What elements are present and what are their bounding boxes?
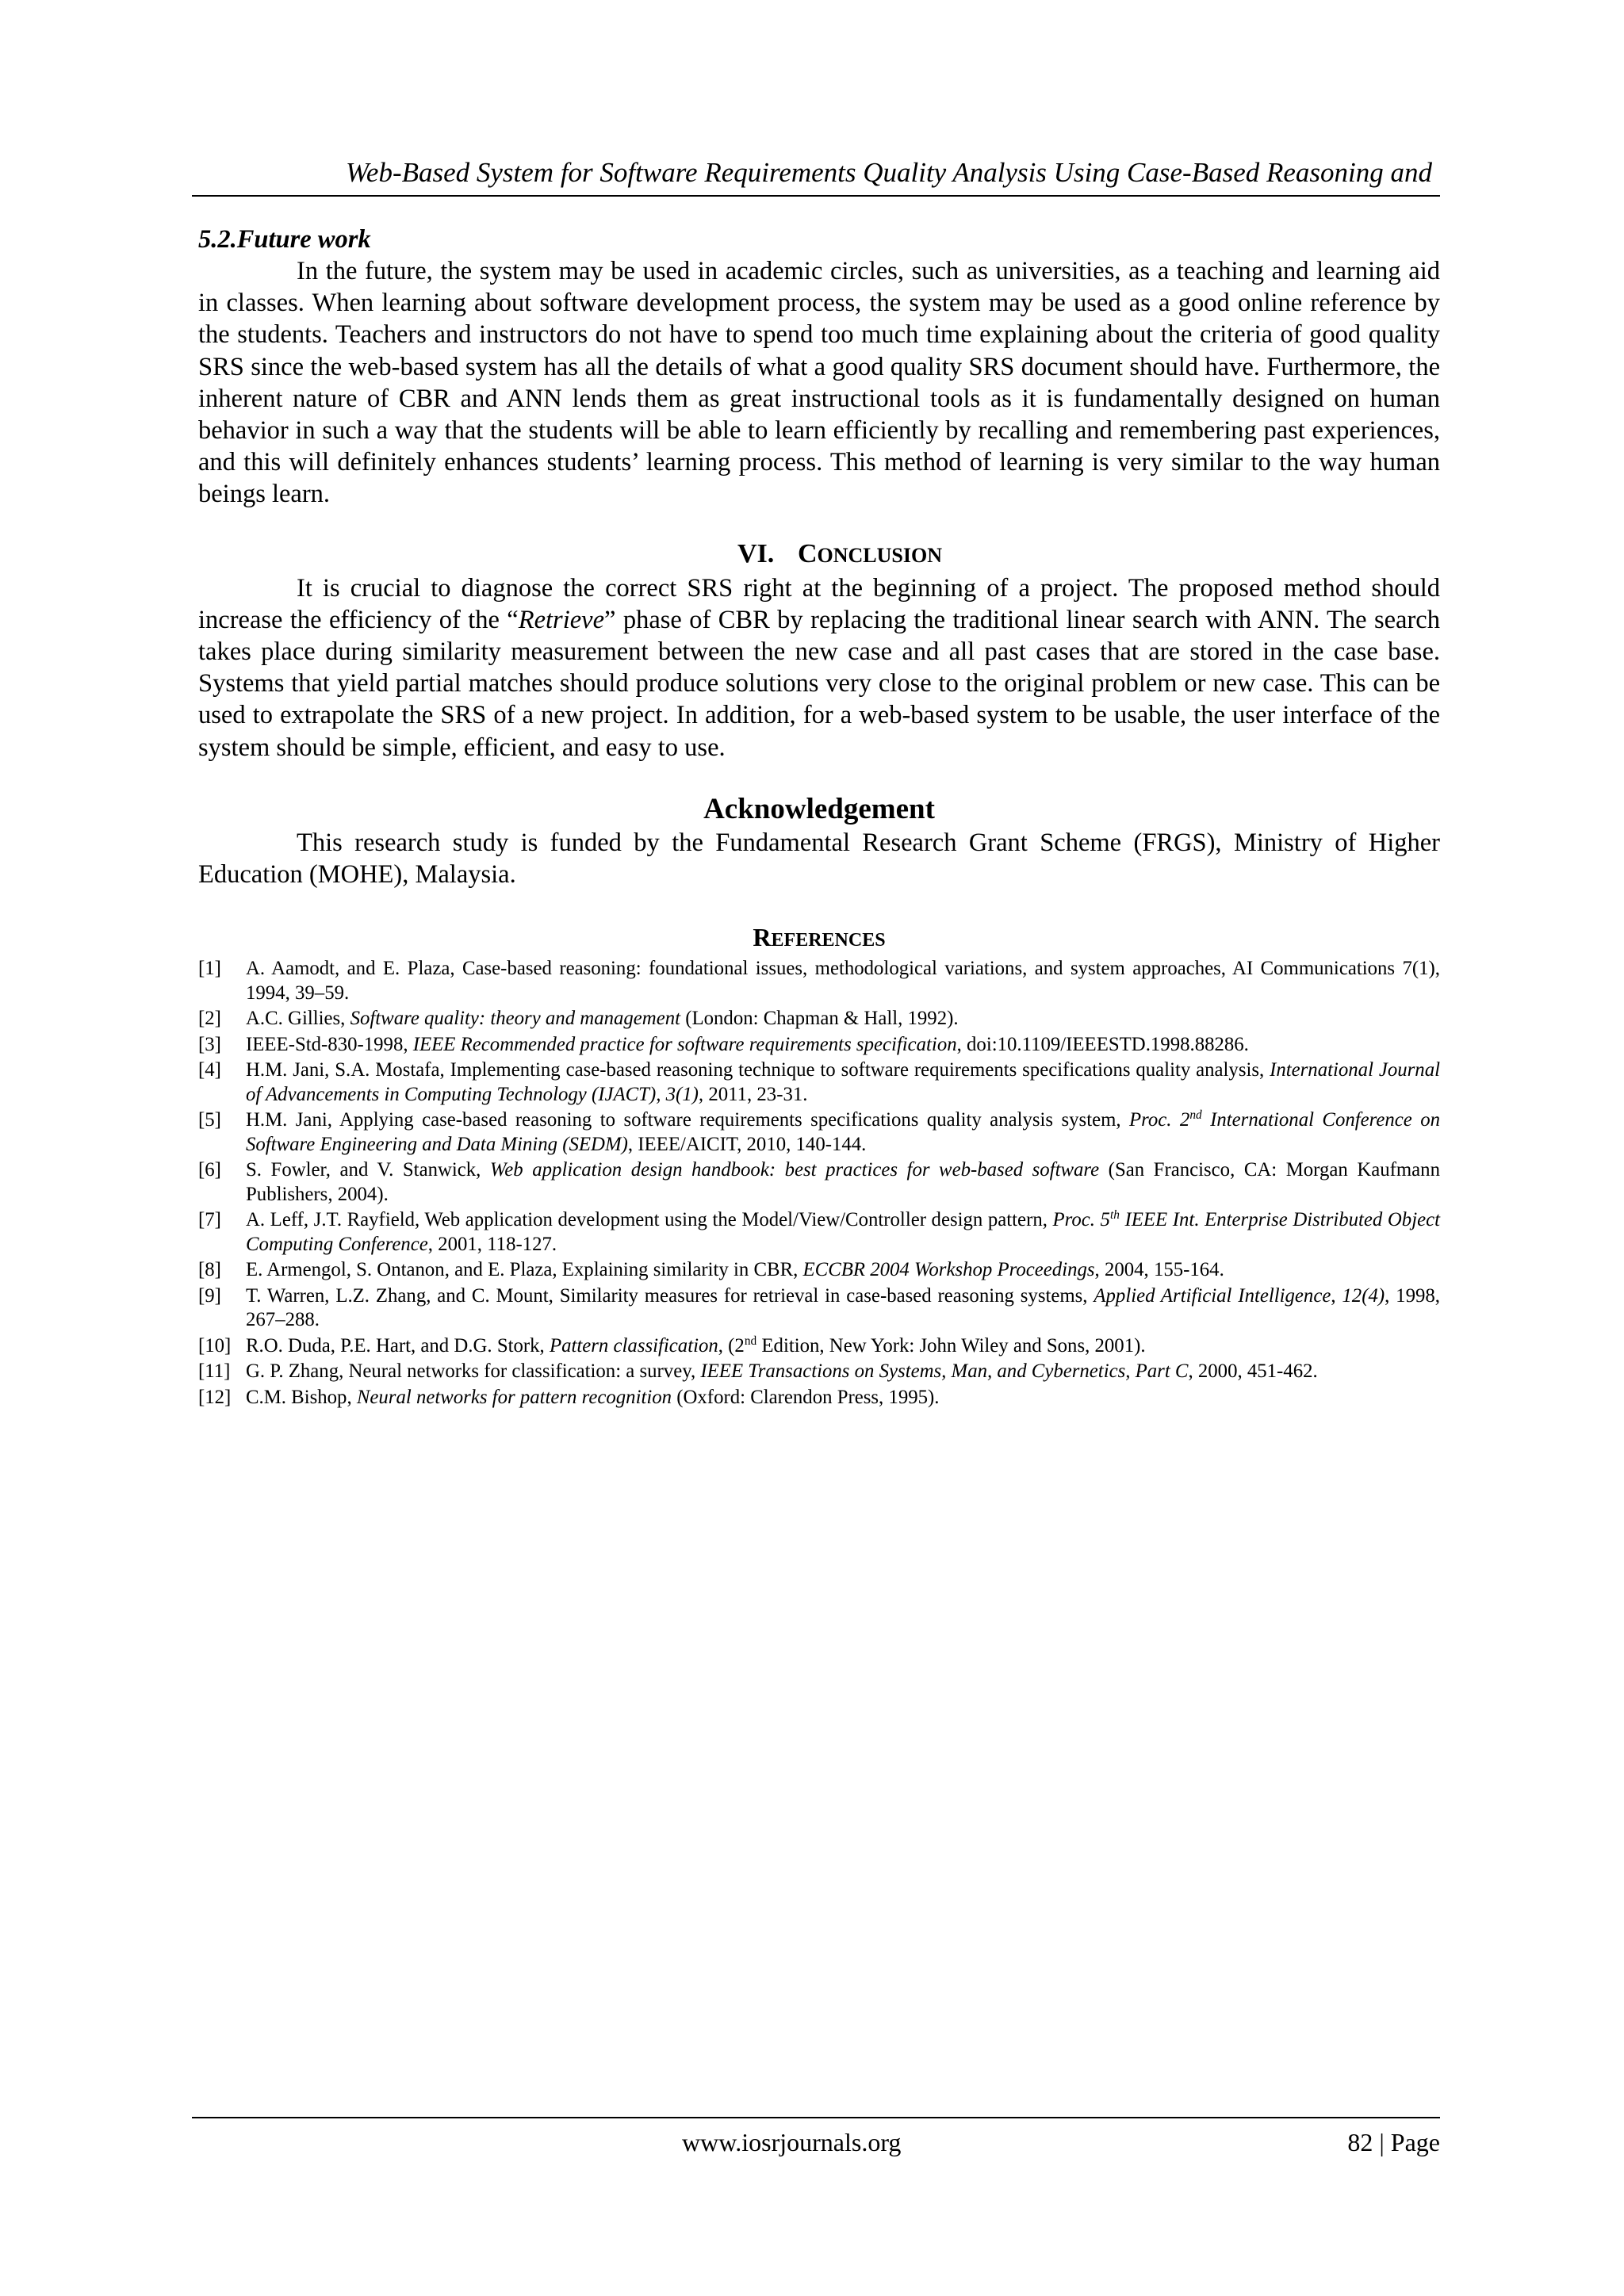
reference-plain: IEEE-Std-830-1998, — [246, 1033, 413, 1055]
reference-italic: Neural networks for pattern recognition — [356, 1386, 672, 1408]
reference-item — [198, 1108, 1440, 1157]
reference-item — [198, 1284, 1440, 1333]
reference-plain: Edition, New York: John Wiley and Sons, 2001). — [756, 1334, 1146, 1357]
header-rule — [192, 195, 1440, 197]
reference-italic: ECCBR 2004 Workshop Proceedings — [802, 1259, 1095, 1281]
references-title-rest: EFERENCES — [771, 930, 886, 951]
reference-plain: , 2001, 118-127. — [427, 1233, 557, 1255]
reference-item — [198, 1033, 1440, 1058]
conclusion-paragraph — [198, 572, 1440, 763]
reference-italic: International Conference on Software Engineering and Data Mining (SEDM) — [246, 1109, 1441, 1155]
reference-superscript: nd — [1189, 1108, 1202, 1123]
reference-plain: 2011, 23-31. — [703, 1083, 808, 1105]
references-title-initial: R — [753, 923, 772, 952]
reference-number: [10] — [198, 1334, 232, 1357]
reference-text — [246, 1158, 1440, 1207]
reference-plain: , doi:10.1109/IEEESTD.1998.88286. — [956, 1033, 1249, 1055]
reference-number: [8] — [198, 1259, 221, 1281]
reference-number: [3] — [198, 1033, 221, 1055]
reference-text — [246, 1258, 1440, 1283]
reference-superscript: nd — [744, 1334, 757, 1348]
reference-item — [198, 1258, 1440, 1283]
reference-plain: A.C. Gillies, — [246, 1008, 350, 1030]
reference-italic: International Journal of Advancements in Computing Technology (IJACT), 3(1), — [246, 1059, 1440, 1105]
reference-italic: Pattern classification — [549, 1334, 718, 1357]
reference-list — [198, 957, 1440, 1410]
reference-number: [12] — [198, 1386, 232, 1408]
reference-plain: S. Fowler, and V. Stanwick, — [246, 1159, 490, 1181]
future-work-heading: 5.2.Future work — [198, 225, 371, 254]
reference-number: [5] — [198, 1109, 221, 1131]
running-title: Web-Based System for Software Requirements Quality Analysis Using Case-Based Reasoning and — [345, 157, 1432, 188]
reference-item — [198, 957, 1440, 1005]
reference-item — [198, 1058, 1440, 1107]
reference-item — [198, 1386, 1440, 1410]
reference-plain: (London: Chapman & Hall, 1992). — [680, 1008, 959, 1030]
reference-plain: T. Warren, L.Z. Zhang, and C. Mount, Similarity measures for retrieval in case-based reasoning systems, — [246, 1284, 1094, 1307]
reference-italic: Applied Artificial Intelligence — [1094, 1284, 1331, 1307]
reference-number: [11] — [198, 1360, 231, 1383]
conclusion-text-1: It is crucial to diagnose the correct SRS right at the beginning of a project. The proposed method should increase the efficiency of the “ — [198, 573, 1440, 634]
reference-plain: R.O. Duda, P.E. Hart, and D.G. Stork, — [246, 1334, 550, 1357]
reference-plain: E. Armengol, S. Ontanon, and E. Plaza, Explaining similarity in CBR, — [246, 1259, 803, 1281]
reference-item — [198, 1334, 1440, 1359]
future-work-paragraph: In the future, the system may be used in academic circles, such as universities, as a teaching and learning aid in classes. When learning about software development process, the system may be used as a good online reference by the students. Teachers and instructors do not have to spend too much time explaining about the criteria of good quality SRS since the web-based system has all the details of what a good quality SRS document should have. Furthermore, the inherent nature of CBR and ANN lends them as great instructional tools as it is fundamentally designed on human behavior in such a way that the students will be able to learn efficiently by recalling and remembering past experiences, and this will definitely enhances students’ learning process. This method of learning is very similar to the way human beings learn. — [198, 257, 1440, 509]
journal-website-link[interactable]: www.iosrjournals.org — [682, 2128, 902, 2156]
reference-number: [7] — [198, 1209, 221, 1231]
section-number: VI. — [737, 538, 775, 568]
reference-item — [198, 1007, 1440, 1031]
reference-plain: (Oxford: Clarendon Press, 1995). — [672, 1386, 940, 1408]
conclusion-title-initial: C — [797, 538, 818, 568]
reference-italic: IEEE Int. Enterprise Distributed Object Computing Conference — [246, 1209, 1441, 1255]
reference-text — [246, 1058, 1440, 1107]
reference-plain: , — [1331, 1284, 1342, 1307]
reference-italic: IEEE Transactions on Systems, Man, and Cybernetics, Part C — [700, 1360, 1189, 1383]
reference-text — [246, 1334, 1440, 1359]
reference-plain: , IEEE/AICIT, 2010, 140-144. — [627, 1133, 867, 1155]
reference-text — [246, 1208, 1440, 1257]
reference-number: [4] — [198, 1059, 221, 1081]
reference-plain: , 2004, 155-164. — [1094, 1259, 1224, 1281]
reference-item — [198, 1208, 1440, 1257]
reference-number: [2] — [198, 1008, 221, 1030]
reference-italic: Proc. 2 — [1129, 1109, 1190, 1131]
reference-plain: H.M. Jani, S.A. Mostafa, Implementing case-based reasoning technique to software requirements specifications quality analysis, — [246, 1059, 1270, 1081]
reference-italic: Web application design handbook: best practices for web-based software — [489, 1159, 1100, 1181]
reference-plain: H.M. Jani, Applying case-based reasoning to software requirements specifications quality analysis system, — [246, 1109, 1130, 1131]
conclusion-title-rest: ONCLUSION — [817, 543, 943, 567]
reference-italic: IEEE Recommended practice for software requirements specification — [412, 1033, 957, 1055]
reference-plain: A. Leff, J.T. Rayfield, Web application development using the Model/View/Controller design pattern, — [246, 1209, 1053, 1231]
reference-plain: C.M. Bishop, — [246, 1386, 357, 1408]
references-heading — [198, 922, 1440, 955]
reference-plain: G. P. Zhang, Neural networks for classification: a survey, — [246, 1360, 701, 1383]
reference-plain: (San Francisco, CA: Morgan Kaufmann Publishers, 2004). — [246, 1159, 1440, 1205]
reference-text — [246, 1284, 1440, 1333]
reference-superscript: th — [1109, 1208, 1120, 1223]
footer-rule — [192, 2117, 1440, 2118]
conclusion-text-italic: Retrieve — [518, 605, 604, 634]
acknowledgement-heading: Acknowledgement — [703, 792, 935, 825]
reference-plain: , 1998, 267–288. — [246, 1284, 1440, 1331]
conclusion-heading — [198, 538, 1440, 572]
page-number: 82 | Page — [1347, 2128, 1440, 2156]
conclusion-text-2: ” phase of CBR by replacing the traditional linear search with ANN. The search takes place during similarity measurement between the new case and all past cases that are stored in the case base. Systems that yield partial matches should produce solutions very close to the original problem or new case. This can be used to extrapolate the SRS of a new project. In addition, for a web-based system to be usable, the user interface of the system should be simple, efficient, and easy to use. — [198, 605, 1440, 762]
reference-italic: Software quality: theory and management — [350, 1008, 681, 1030]
reference-italic: Proc. 5 — [1052, 1209, 1110, 1231]
reference-number: [1] — [198, 958, 221, 980]
reference-number: [9] — [198, 1284, 221, 1307]
acknowledgement-paragraph: This research study is funded by the Fundamental Research Grant Scheme (FRGS), Ministry of Higher Education (MOHE), Malaysia. — [198, 828, 1440, 890]
reference-item — [198, 1360, 1440, 1384]
reference-text — [246, 1386, 1440, 1410]
reference-item — [198, 1158, 1440, 1207]
reference-italic: 12(4) — [1342, 1284, 1385, 1307]
reference-text — [246, 1360, 1440, 1384]
reference-text — [246, 957, 1440, 1005]
page-content — [198, 224, 1440, 1411]
reference-plain: , (2 — [718, 1334, 745, 1357]
reference-text — [246, 1007, 1440, 1031]
reference-plain: A. Aamodt, and E. Plaza, Case-based reasoning: foundational issues, methodological variations, and system approaches, AI Communications 7(1), 1994, 39–59. — [246, 958, 1440, 1004]
reference-plain: , 2000, 451-462. — [1188, 1360, 1318, 1383]
reference-text — [246, 1108, 1440, 1157]
reference-number: [6] — [198, 1159, 221, 1181]
reference-text — [246, 1033, 1440, 1058]
